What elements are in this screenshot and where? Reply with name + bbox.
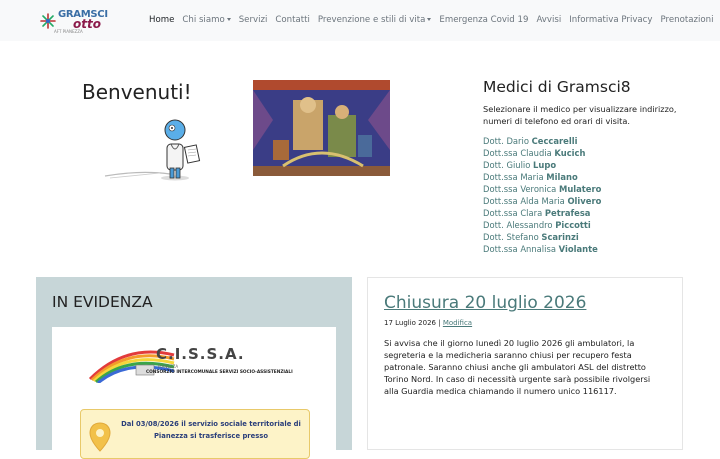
relocation-notice — [80, 409, 310, 459]
doctor-name: Dott. Alessandro — [483, 220, 553, 230]
doctor-illustration — [100, 118, 210, 182]
doctor-link-ceccarelli[interactable] — [483, 135, 601, 147]
doctor-surname: Ceccarelli — [531, 136, 578, 146]
doctor-surname: Petrafesa — [544, 208, 591, 218]
news-meta-separator: | — [438, 319, 441, 327]
doctor-link-piccotti[interactable] — [483, 219, 601, 231]
doctor-link-kucich[interactable] — [483, 147, 601, 159]
nav-chi-siamo-label: Chi siamo — [182, 15, 225, 25]
doctor-link-mulatero[interactable] — [483, 183, 601, 195]
doctor-surname: Milano — [546, 172, 578, 182]
doctor-surname: Piccotti — [555, 220, 591, 230]
doctor-surname: Lupo — [533, 160, 557, 170]
nav-servizi[interactable]: Servizi — [238, 15, 268, 25]
cissa-logo-text: C.I.S.S.A. — [156, 345, 245, 363]
doctor-link-petrafesa[interactable] — [483, 207, 601, 219]
news-date: 17 Luglio 2026 — [384, 319, 437, 327]
doctors-instructions: Selezionare il medico per visualizzare indirizzo, numeri di telefono ed orari di visita. — [483, 104, 677, 126]
welcome-heading: Benvenuti! — [82, 80, 192, 104]
doctor-name: Dott. Stefano — [483, 232, 539, 242]
in-evidenza-panel — [36, 277, 352, 450]
nav-home[interactable]: Home — [149, 15, 175, 25]
nav-chi-siamo[interactable] — [182, 15, 230, 25]
logo-tagline: AFT PIANEZZA — [54, 29, 83, 34]
edit-link[interactable]: Modifica — [442, 319, 473, 327]
map-pin-icon — [89, 422, 111, 452]
doctors-heading: Medici di Gramsci8 — [483, 78, 631, 96]
news-meta — [384, 319, 472, 327]
nav-prevenzione[interactable] — [318, 15, 432, 25]
doctor-link-olivero[interactable] — [483, 195, 601, 207]
news-title-link[interactable]: Chiusura 20 luglio 2026 — [384, 293, 587, 313]
doctor-name: Dott. Dario — [483, 136, 529, 146]
nav-contatti[interactable]: Contatti — [275, 15, 310, 25]
snowflake-logo-icon — [40, 13, 56, 29]
nav-prevenzione-label: Prevenzione e stili di vita — [317, 15, 426, 25]
nav-avvisi[interactable]: Avvisi — [536, 15, 562, 25]
doctor-name: Dott.ssa Clara — [483, 208, 543, 218]
doctor-name: Dott.ssa Maria — [483, 172, 544, 182]
doctor-name: Dott. Giulio — [483, 160, 531, 170]
chevron-down-icon — [427, 18, 431, 21]
logo-word-gramsci: GRAMSCI — [58, 9, 108, 20]
logo-word-otto: otto — [73, 17, 101, 31]
navbar — [0, 0, 720, 41]
cissa-announcement-image[interactable] — [52, 327, 336, 450]
cissa-logo-subtext: PIANEZZA — [158, 364, 179, 369]
doctor-link-milano[interactable] — [483, 171, 601, 183]
doctor-surname: Violante — [558, 244, 598, 254]
cissa-consortium-name: CONSORZIO INTERCOMUNALE SERVIZI SOCIO-ASSISTENZIALI — [146, 370, 293, 375]
main-nav — [149, 15, 720, 25]
relocation-notice-text: Dal 03/08/2026 il servizio sociale territoriale di Pianezza si trasferisce presso — [121, 420, 301, 440]
doctor-name: Dott.ssa Alda Maria — [483, 196, 565, 206]
doctor-surname: Kucich — [554, 148, 586, 158]
doctor-surname: Scarinzi — [541, 232, 579, 242]
doctor-link-violante[interactable] — [483, 243, 601, 255]
nav-emergenza-covid[interactable]: Emergenza Covid 19 — [439, 15, 529, 25]
doctor-name: Dott.ssa Claudia — [483, 148, 552, 158]
doctor-link-scarinzi[interactable] — [483, 231, 601, 243]
doctor-surname: Mulatero — [558, 184, 602, 194]
nav-prenotazioni[interactable]: Prenotazioni — [660, 15, 714, 25]
site-logo[interactable] — [40, 9, 108, 35]
doctor-list — [483, 135, 601, 255]
chevron-down-icon — [227, 18, 231, 21]
doctor-surname: Olivero — [567, 196, 602, 206]
doctor-name: Dott.ssa Veronica — [483, 184, 557, 194]
fresco-image — [253, 80, 390, 176]
doctor-name: Dott.ssa Annalisa — [483, 244, 556, 254]
in-evidenza-heading: IN EVIDENZA — [52, 293, 153, 311]
news-body: Si avvisa che il giorno lunedì 20 luglio 2026 gli ambulatori, la segreteria e la medicheria saranno chiusi per recupero festa patronale. Saranno chiusi anche gli ambulatori ASL del distretto Torino Nord. In caso di necessità urgente sarà possibile rivolgersi alla Guardia medica chiamando il numero unico 116117. — [384, 338, 651, 396]
doctor-link-lupo[interactable] — [483, 159, 601, 171]
nav-informativa-privacy[interactable]: Informativa Privacy — [569, 15, 653, 25]
news-article — [367, 277, 683, 450]
